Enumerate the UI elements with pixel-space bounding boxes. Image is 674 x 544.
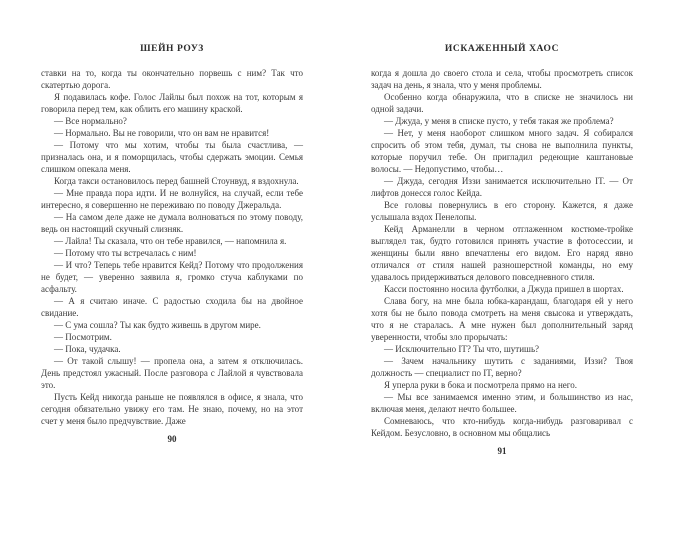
right-page (371, 44, 633, 456)
left-page-text (41, 67, 303, 427)
paragraph: — Мне правда пора идти. И не волнуйся, на случай, если тебе интересно, я совершенно не переживаю по поводу Джеральда. (41, 188, 303, 210)
paragraph: — Потому что мы хотим, чтобы ты была счастлива, — призналась она, и я поморщилась, чтобы сдержать эмоции. Семья слишком опекала меня. (41, 140, 303, 174)
left-page-number: 90 (167, 434, 177, 444)
paragraph: Касси постоянно носила футболки, а Джуда пришел в шортах. (384, 284, 624, 294)
paragraph: — Мы все занимаемся именно этим, и большинство из нас, включая меня, делают нечто большее. (371, 392, 633, 414)
paragraph: — С ума сошла? Ты как будто живешь в другом мире. (54, 320, 261, 330)
paragraph: — На самом деле даже не думала волноваться по этому поводу, ведь он настоящий скучный слизняк. (41, 212, 303, 234)
paragraph: когда я дошла до своего стола и села, чтобы просмотреть список задач на день, я знала, что у меня проблемы. (371, 68, 633, 90)
paragraph: — Исключительно IT? Ты что, шутишь? (384, 344, 540, 354)
paragraph: Сомневаюсь, что кто-нибудь когда-нибудь разговаривал с Кейдом. Безусловно, в основном мы общались (371, 416, 633, 438)
paragraph: Когда такси остановилось перед башней Стоунвуд, я вздохнула. (54, 176, 299, 186)
paragraph: Я подавилась кофе. Голос Лайлы был похож на тот, которым я говорила перед тем, как облить его машину краской. (41, 92, 303, 114)
paragraph: ставки на то, когда ты окончательно порвешь с ним? Так что скатертью дорога. (41, 68, 303, 90)
left-page (41, 44, 303, 444)
paragraph: Все головы повернулись в его сторону. Кажется, я даже услышала вздох Пенелопы. (371, 200, 633, 222)
paragraph: Пусть Кейд никогда раньше не появлялся в офисе, я знала, что сегодня обязательно увижу его там. Не знаю, почему, но на этот счет у меня было предчувствие. Даже (41, 392, 303, 426)
paragraph: Кейд Арманелли в черном отглаженном костюме-тройке выглядел так, будто готовился принять участие в фотосессии, и женщины были явно впечатлены его видом. Его наряд явно отличался от стиля нашей разношерстной команды, но ему удавалось придерживаться делового повседневного стиля. (371, 224, 633, 282)
paragraph: — Все нормально? (54, 116, 127, 126)
left-page-running-head: ШЕЙН РОУЗ (140, 44, 204, 54)
paragraph: — Нет, у меня наоборот слишком много задач. Я собирался спросить об этом тебя, думал, ты снова не выполнила пункты, которые поручил тебе. Он пригладил редеющие каштановые волосы. — Недопустимо, чтобы… (371, 128, 633, 174)
right-page-running-head: ИСКАЖЕННЫЙ ХАОС (444, 44, 560, 54)
paragraph: Особенно когда обнаружила, что в списке не значилось ни одной задачи. (371, 92, 633, 114)
paragraph: — Пока, чудачка. (54, 344, 121, 354)
paragraph: — Джуда, у меня в списке пусто, у тебя такая же проблема? (384, 116, 614, 126)
right-page-text (371, 67, 633, 439)
paragraph: — Посмотрим. (54, 332, 112, 342)
paragraph: — Нормально. Вы не говорили, что он вам не нравится! (54, 128, 270, 138)
paragraph: Я уперла руки в бока и посмотрела прямо на него. (384, 380, 578, 390)
paragraph: — Джуда, сегодня Иззи занимается исключительно IT. — От лифтов донесся голос Кейда. (371, 176, 633, 198)
paragraph: — Зачем начальнику шутить с заданиями, Иззи? Твоя должность — специалист по IT, верно? (371, 356, 633, 378)
right-page-number: 91 (497, 446, 507, 456)
paragraph: — Потому что ты встречалась с ним! (54, 248, 197, 258)
paragraph: — Лайла! Ты сказала, что он тебе нравился, — напомнила я. (54, 236, 287, 246)
paragraph: — И что? Теперь тебе нравится Кейд? Потому что продолжения не будет, — уверенно заявила я, громко стуча каблуками по асфальту. (41, 260, 303, 294)
paragraph: — От такой слышу! — пропела она, а затем я отключилась. День предстоял ужасный. После разговора с Лайлой я чувствовала это. (41, 356, 303, 390)
paragraph: — А я считаю иначе. С радостью сходила бы на двойное свидание. (41, 296, 303, 318)
paragraph: Слава богу, на мне была юбка-карандаш, благодаря ей у него хотя бы не было повода смотреть на меня свысока и утверждать, что я не старалась. А мне нужен был дополнительный заряд уверенности, чтобы зло прорычать: (371, 296, 633, 342)
